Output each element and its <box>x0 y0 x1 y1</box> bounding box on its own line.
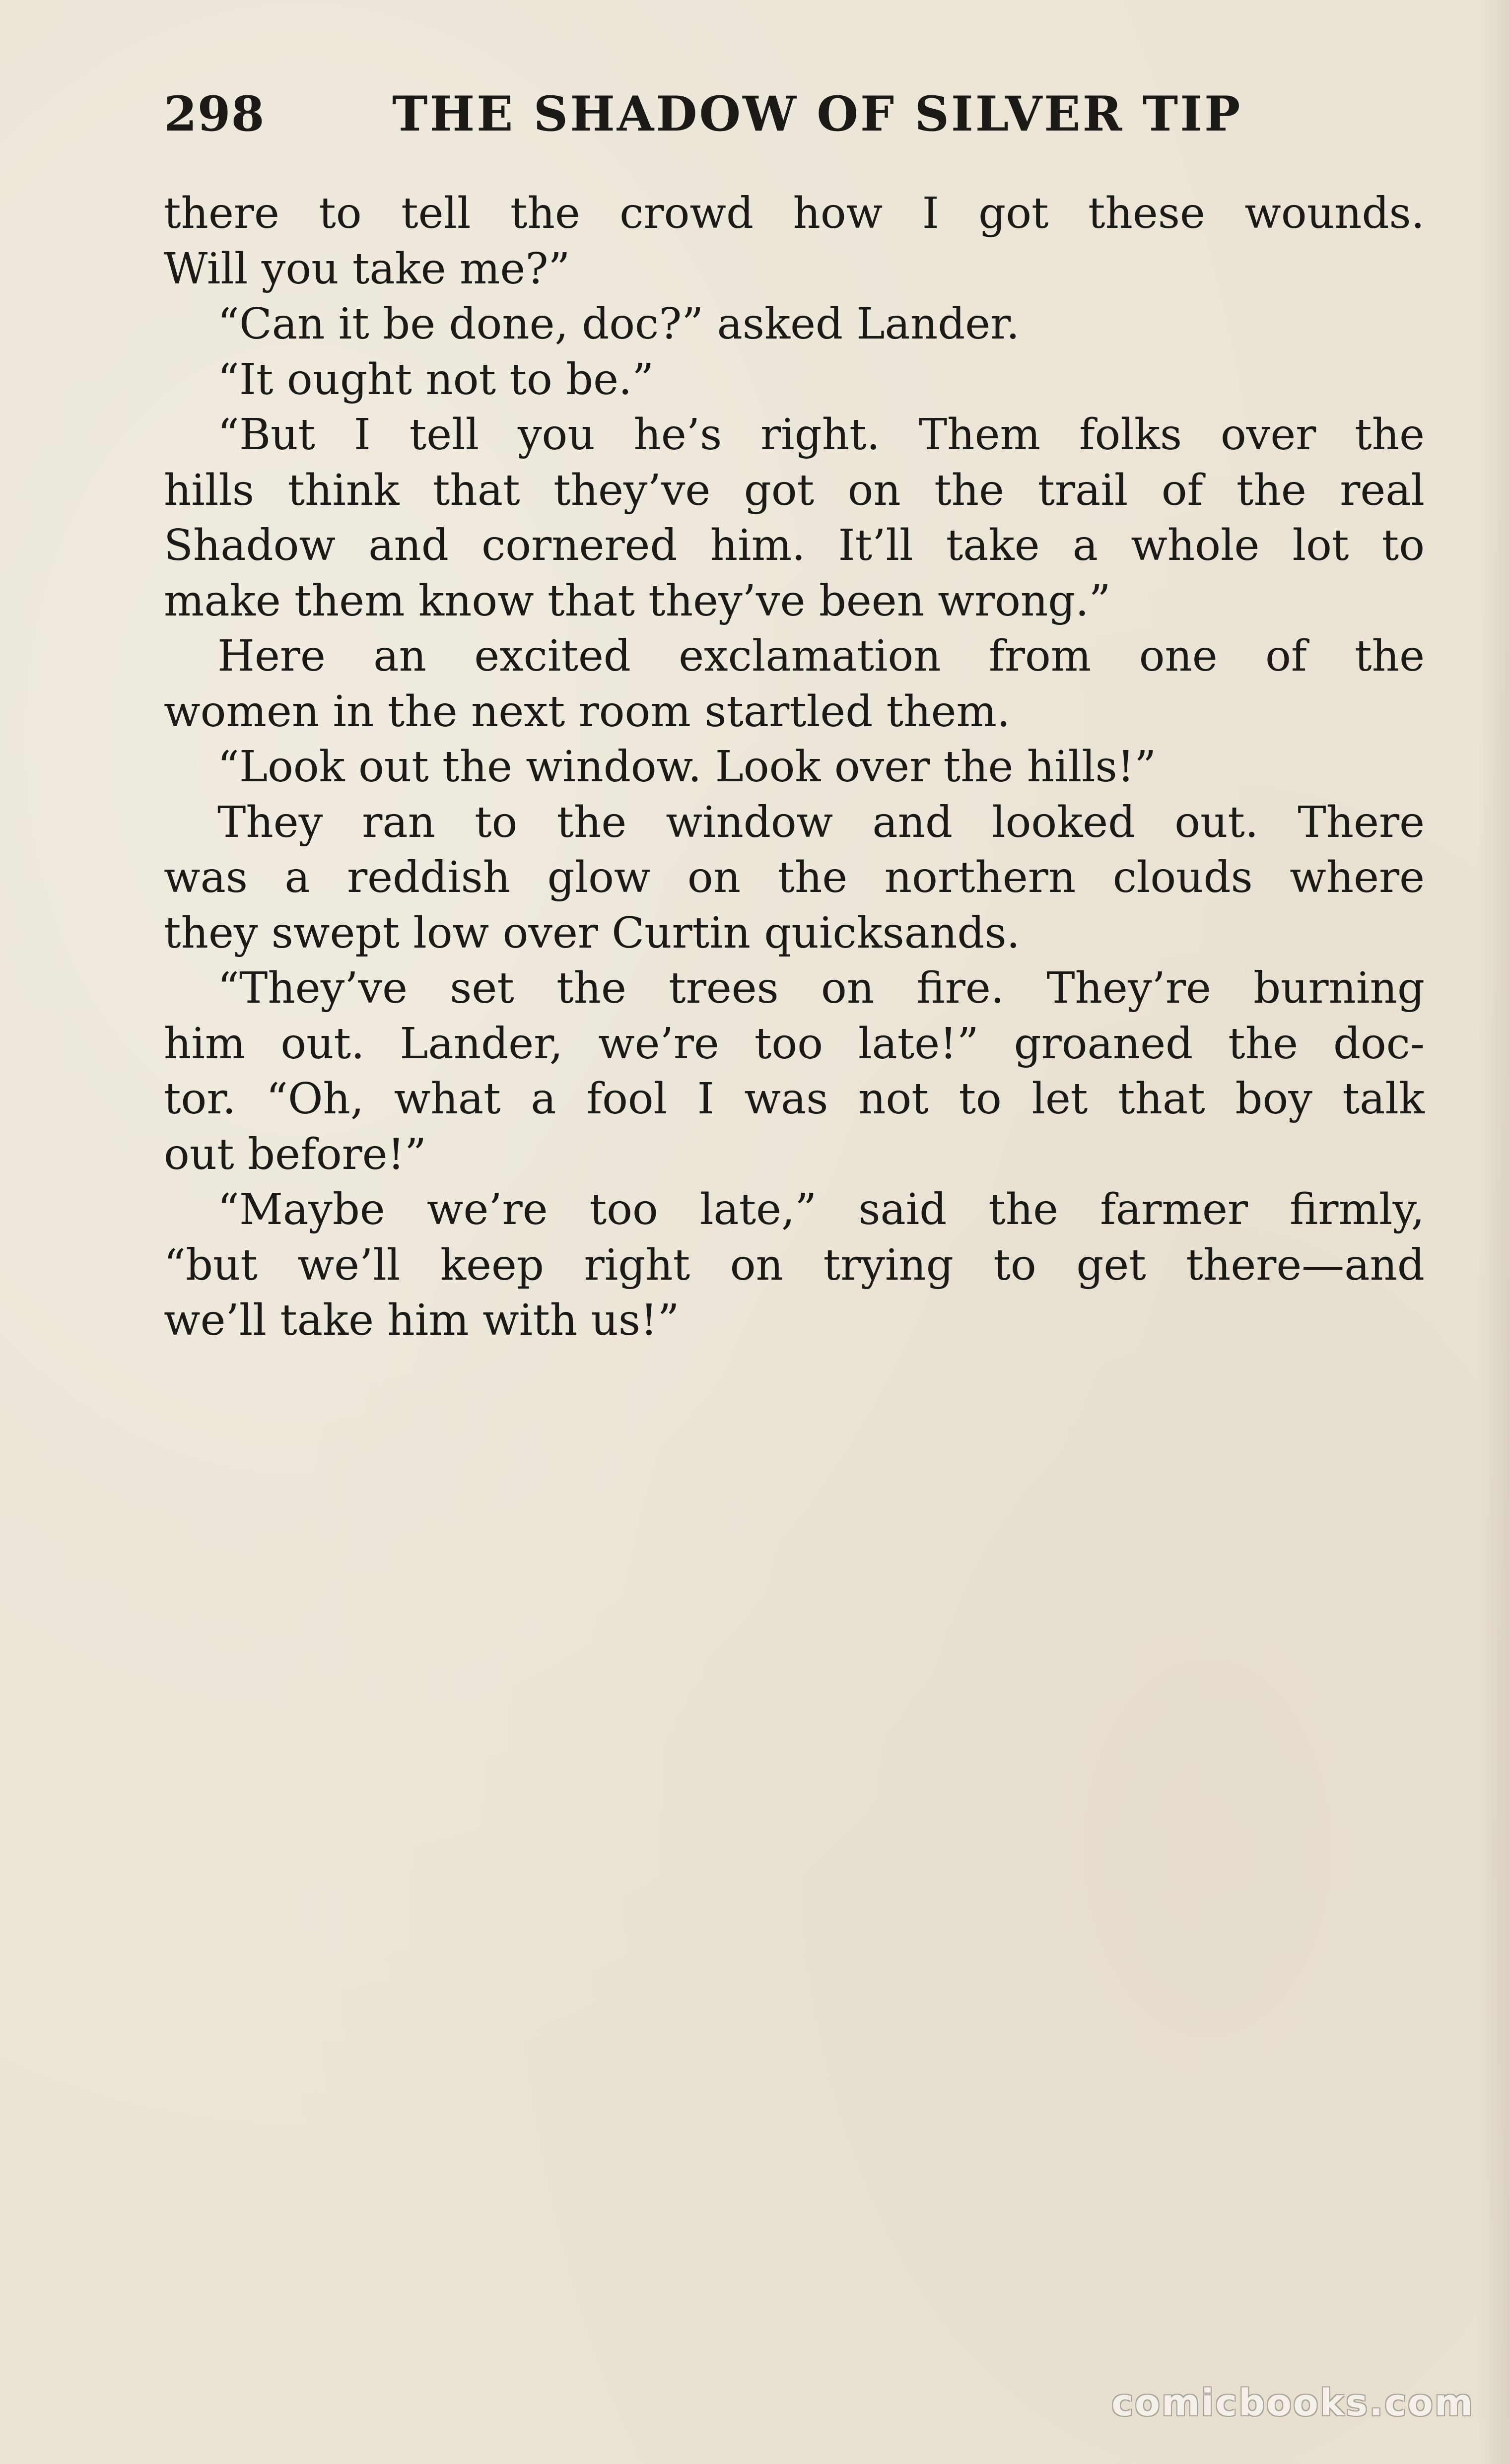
text-line: women in the next room startled them. <box>164 686 1011 737</box>
text-line: they swept low over Curtin quicksands. <box>164 908 1020 958</box>
page-number: 298 <box>164 86 265 142</box>
text-line: “They’ve set the trees on fire. They’re burning <box>217 963 1425 1013</box>
text-line: Here an excited exclamation from one of the <box>217 631 1425 681</box>
text-line: “Maybe we’re too late,” said the farmer firmly, <box>217 1185 1425 1234</box>
text-line: hills think that they’ve got on the trail of the real <box>164 465 1425 515</box>
text-line: there to tell the crowd how I got these wounds. <box>164 189 1425 238</box>
text-line: “But I tell you he’s right. Them folks over the <box>217 410 1425 460</box>
text-line: “Look out the window. Look over the hills!” <box>217 742 1157 792</box>
text-line: was a reddish glow on the northern clouds where <box>164 853 1425 902</box>
text-line: we’ll take him with us!” <box>164 1296 680 1345</box>
page-edge-shadow <box>1479 0 1509 2464</box>
page-header <box>164 79 1425 149</box>
text-line: out before!” <box>164 1129 427 1179</box>
text-line: “Can it be done, doc?” asked Lander. <box>217 299 1020 349</box>
text-line: tor. “Oh, what a fool I was not to let that boy talk <box>164 1074 1425 1124</box>
text-line: him out. Lander, we’re too late!” groaned the doc- <box>164 1019 1425 1069</box>
body-text <box>164 186 1425 1349</box>
text-line: Shadow and cornered him. It’ll take a whole lot to <box>164 521 1425 570</box>
site-watermark: comicbooks.com <box>1111 2382 1474 2424</box>
running-title: THE SHADOW OF SILVER TIP <box>392 86 1242 142</box>
text-line: They ran to the window and looked out. There <box>217 797 1425 847</box>
text-line: “but we’ll keep right on trying to get there—and <box>164 1240 1425 1290</box>
text-line: Will you take me?” <box>164 244 570 294</box>
text-line: make them know that they’ve been wrong.” <box>164 576 1111 626</box>
text-line: “It ought not to be.” <box>217 354 654 405</box>
